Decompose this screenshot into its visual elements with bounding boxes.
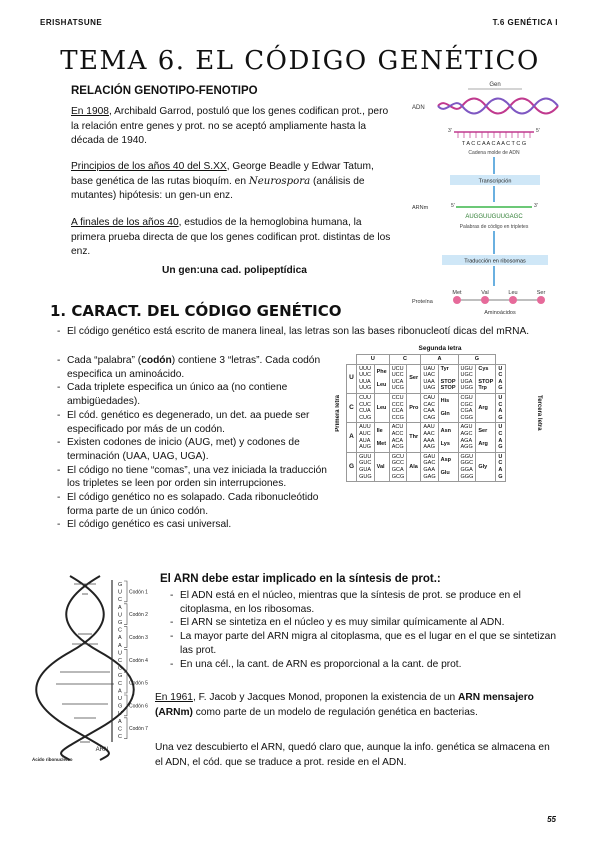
template-ticks — [458, 132, 530, 138]
codon-row-A — [347, 423, 506, 452]
codons-AU: AUU AUC AUA AUG — [357, 423, 375, 452]
aa-UU: Phe Leu — [374, 364, 389, 393]
dna-3prime: 3' — [448, 128, 452, 134]
codons-CU: CUU CUC CUA CUG — [357, 393, 375, 422]
aa-GC: Ala — [407, 452, 421, 481]
first-letter-U: U — [347, 364, 357, 393]
third-letters-A: U C A G — [496, 423, 505, 452]
helix-backbone-a — [36, 576, 109, 760]
arn-bullet-4: - En una cél., la cant. de ARN es proporcional a la cant. de prot. — [168, 658, 558, 672]
codon-table-third-label: Tercera letra — [536, 395, 542, 431]
arn-heading: El ARN debe estar implicado en la síntesis de prot.: — [160, 573, 441, 585]
codons-CC: CCU CCC CCA CCG — [389, 393, 407, 422]
rna-base: U — [118, 711, 122, 718]
relacion-p3-date: A finales de los años 40 — [71, 217, 179, 228]
arn-p1 — [155, 691, 555, 720]
rna-base: C — [118, 658, 122, 664]
relacion-heading: RELACIÓN GENOTIPO-FENOTIPO — [71, 85, 258, 97]
arn-p1-date: En 1961 — [155, 692, 193, 703]
rna-base: C — [118, 734, 122, 740]
codon-table-block — [335, 345, 542, 482]
codons-UC: UCU UCC UCA UCG — [389, 364, 407, 393]
section1-bullet-8: - El código genético es casi universal. — [55, 518, 340, 532]
codons-AC: ACU ACC ACA ACG — [389, 423, 407, 452]
aa-bead-met — [453, 296, 461, 304]
relacion-p2 — [71, 160, 391, 204]
page-title: TEMA 6. EL CÓDIGO GENÉTICO — [60, 46, 540, 76]
header-left: ERISHATSUNE — [40, 18, 103, 27]
aa-val: Val — [481, 290, 489, 296]
rna-base: C — [118, 726, 122, 733]
aa-UA: Tyr STOP STOP — [438, 364, 458, 393]
gene-expression-svg — [410, 78, 570, 318]
section1-bullet-list — [55, 354, 340, 532]
rna-base: G — [118, 665, 123, 672]
rna-base: G — [118, 582, 123, 588]
section1-b2-a: Cada “palabra” ( — [67, 355, 142, 366]
arn-bullet-3: - La mayor parte del ARN migra al citoplasma, que es el lugar en el que se sintetizan las prot. — [168, 630, 558, 657]
second-G: G — [458, 355, 496, 365]
second-U: U — [357, 355, 390, 365]
codon-table — [346, 354, 506, 482]
aa-bead-leu — [509, 296, 517, 304]
arn-p1-text-b: como parte de un modelo de regulación genética en bacterias. — [192, 706, 478, 718]
dna-5prime: 5' — [536, 128, 540, 134]
aa-CU: Leu — [374, 393, 389, 422]
rna-base: U — [118, 612, 122, 619]
codon-brackets — [124, 581, 148, 739]
codon-table-header — [347, 355, 506, 365]
rna-diagram — [30, 572, 160, 764]
arn-p2: Una vez descubierto el ARN, quedó claro que, aunque la info. genética se almacena en el ADN, el cód. que se traduce a prot. reside en el ADN. — [155, 742, 550, 768]
codon-label: Codón 5 — [129, 680, 148, 687]
section1-bullet-1: - El código genético está escrito de manera lineal, las letras son las bases ribonucleotí dicas del mRNA. — [55, 325, 535, 339]
template-sequence: T A C C A A C A A C T C G — [461, 141, 527, 147]
rna-base: A — [118, 635, 122, 642]
section1-bullet-5: - Existen codones de inicio (AUG, met) y codones de terminación (UAA, UAG, UGA). — [55, 436, 340, 463]
first-letter-G: G — [347, 452, 357, 481]
codon-table-first-label: Primera letra — [335, 395, 341, 432]
gen-label: Gen — [489, 82, 501, 88]
aa-CC: Pro — [407, 393, 421, 422]
codons-AG: AGU AGC AGA AGG — [458, 423, 476, 452]
aa-leu: Leu — [508, 290, 518, 296]
mrna-3prime: 3' — [534, 203, 538, 209]
third-letters-C: U C A G — [496, 393, 505, 422]
section1-bullet-7: - El código genético no es solapado. Cada ribonucleótido forma parte de un único codón. — [55, 491, 340, 518]
aa-AC: Thr — [407, 423, 421, 452]
adn-label: ADN — [412, 105, 425, 111]
rna-base: C — [118, 597, 122, 604]
helix-backbone-b — [61, 576, 134, 760]
codon-label: Codón 1 — [129, 589, 148, 596]
codon-bracket — [124, 649, 127, 670]
relacion-p1 — [71, 105, 391, 149]
aa-CA: His Gln — [438, 393, 458, 422]
aminoacidos-label: Aminoácidos — [484, 310, 516, 316]
codon-bracket — [124, 672, 127, 693]
relacion-p3-text: , estudios de la hemoglobina humana, la primera prueba directa de que los genes codifican prot. distintas de los enz. — [71, 217, 391, 257]
rna-base: U — [118, 650, 122, 657]
arn-label: ARN — [95, 747, 109, 753]
first-letter-A: A — [347, 423, 357, 452]
codons-CA: CAU CAC CAA CAG — [421, 393, 438, 422]
third-letters-U: U C A G — [496, 364, 505, 393]
arn-p1-bold: ARN mensajero (ARNm) — [155, 692, 534, 718]
codons-UU: UUU UUC UUA UUG — [357, 364, 375, 393]
relacion-conclusion: Un gen:una cad. polipeptídica — [162, 265, 307, 276]
codon-bracket — [124, 581, 127, 602]
third-letters-G: U C A G — [496, 452, 505, 481]
codon-row-U — [347, 364, 506, 393]
second-A: A — [421, 355, 458, 365]
rna-base: U — [118, 589, 122, 596]
codons-CG: CGU CGC CGA CGG — [458, 393, 476, 422]
section1-bullet-3: - Cada triplete especifica un único aa (no contiene ambigüedades). — [55, 381, 340, 408]
rna-base: C — [118, 680, 122, 687]
rna-bases — [118, 582, 122, 740]
codons-GU: GUU GUC GUA GUG — [357, 452, 375, 481]
rna-base: C — [118, 627, 122, 634]
section1-bullet-list-top — [55, 325, 535, 339]
codons-UG: UGU UGC UGA UGG — [458, 364, 476, 393]
rna-base: A — [118, 718, 122, 725]
mrna-sequence: AUGGUUGUUGAGC — [465, 214, 523, 220]
transcripcion-label: Transcripción — [478, 178, 512, 185]
rna-base: G — [118, 673, 123, 680]
codon-label: Codón 4 — [129, 657, 148, 664]
arn-bullet-2: - El ARN se sintetiza en el núcleo y es muy similar químicamente al ADN. — [168, 616, 558, 630]
helix-rungs — [56, 584, 114, 742]
gene-expression-diagram — [410, 78, 570, 318]
relacion-p2-date: Principios de los años 40 del S.XX — [71, 161, 227, 172]
aa-GG: Gly — [476, 452, 496, 481]
mrna-5prime: 5' — [451, 203, 455, 209]
codon-bracket — [124, 718, 127, 739]
aa-UC: Ser — [407, 364, 421, 393]
rna-base: G — [118, 620, 123, 626]
codons-GC: GCU GCC GCA GCG — [389, 452, 407, 481]
rna-base: A — [118, 604, 122, 611]
page-number: 55 — [547, 815, 556, 824]
aa-GA: Asp Glu — [438, 452, 458, 481]
codon-bracket — [124, 604, 127, 625]
codon-bracket — [124, 627, 127, 648]
relacion-p2-text-b: (análisis de mutantes) hipótesis: un gen-un enz. — [71, 175, 365, 201]
aa-ser: Ser — [536, 290, 546, 296]
aa-CG: Arg — [476, 393, 496, 422]
rna-caption: Ácido ribonucleico — [32, 757, 73, 762]
relacion-p2-italic: Neurospora — [248, 175, 311, 187]
second-C: C — [389, 355, 421, 365]
traduccion-label: Traducción en ribosomas — [464, 258, 526, 265]
codon-bracket — [124, 695, 127, 716]
rna-base: U — [118, 696, 122, 702]
arn-bullet-list — [168, 589, 558, 671]
section1-heading: 1. CARACT. DEL CÓDIGO GENÉTICO — [50, 302, 342, 320]
aa-UG: Cys STOP Trp — [476, 364, 496, 393]
aa-met: Met — [452, 290, 462, 296]
arn-p1-text-a: , F. Jacob y Jacques Monod, proponen la existencia de un — [192, 692, 459, 703]
section1-b2-b: ) contiene 3 “letras”. Cada codón especifica un aminoácido. — [67, 355, 321, 380]
relacion-p1-date: En 1908 — [71, 106, 109, 117]
template-label: Cadena molde de ADN — [468, 150, 520, 156]
first-letter-C: C — [347, 393, 357, 422]
codon-label: Codón 7 — [129, 726, 148, 733]
aa-GU: Val — [374, 452, 389, 481]
relacion-p1-text: , Archibald Garrod, postuló que los genes codifican prot., pero la relación entre genes y prot. no se aceptó ampliamente hasta la década de 1940. — [71, 106, 389, 146]
codon-label: Codón 6 — [129, 703, 148, 710]
codons-UA: UAU UAC UAA UAG — [421, 364, 438, 393]
rna-base: A — [118, 642, 122, 649]
aa-bead-ser — [537, 296, 545, 304]
section1-bullet-2 — [55, 354, 340, 381]
section1-b2-bold: codón — [141, 355, 172, 366]
codon-table-title: Segunda letra — [418, 345, 462, 352]
codon-label: Codón 2 — [129, 612, 148, 619]
codons-AA: AAU AAC AAA AAG — [421, 423, 438, 452]
aa-AG: Ser Arg — [476, 423, 496, 452]
aa-bead-val — [481, 296, 489, 304]
relacion-p3 — [71, 216, 391, 260]
codons-GA: GAU GAC GAA GAG — [421, 452, 438, 481]
codons-GG: GGU GGC GGA GGG — [458, 452, 476, 481]
mrna-label: Palabras de código en tripletes — [459, 224, 529, 230]
codon-row-G — [347, 452, 506, 481]
rna-base: G — [118, 703, 123, 710]
codon-row-C — [347, 393, 506, 422]
arnm-label: ARNm — [412, 205, 429, 211]
aa-AU: Ile Met — [374, 423, 389, 452]
section1-bullet-6: - El código no tiene “comas”, una vez iniciada la traducción los tripletes se leen por orden sin interrupciones. — [55, 464, 340, 491]
rna-base: A — [118, 688, 122, 695]
arn-bullet-1: - El ADN está en el núcleo, mientras que la síntesis de prot. se produce en el citoplasma, en los ribosomas. — [168, 589, 558, 616]
proteina-label: Proteína — [412, 299, 433, 305]
codon-table-body — [347, 364, 506, 482]
rna-helix-svg — [30, 572, 160, 764]
aa-AA: Asn Lys — [438, 423, 458, 452]
header-right: T.6 GENÉTICA I — [492, 18, 558, 27]
section1-bullet-4: - El cód. genético es degenerado, un det. aa puede ser especificado por más de un codón. — [55, 409, 340, 436]
relacion-p2-text-a: , George Beadle y Edwar Tatum, base genética de las rutas bioquím. en — [71, 161, 374, 187]
codon-label: Codón 3 — [129, 635, 148, 641]
